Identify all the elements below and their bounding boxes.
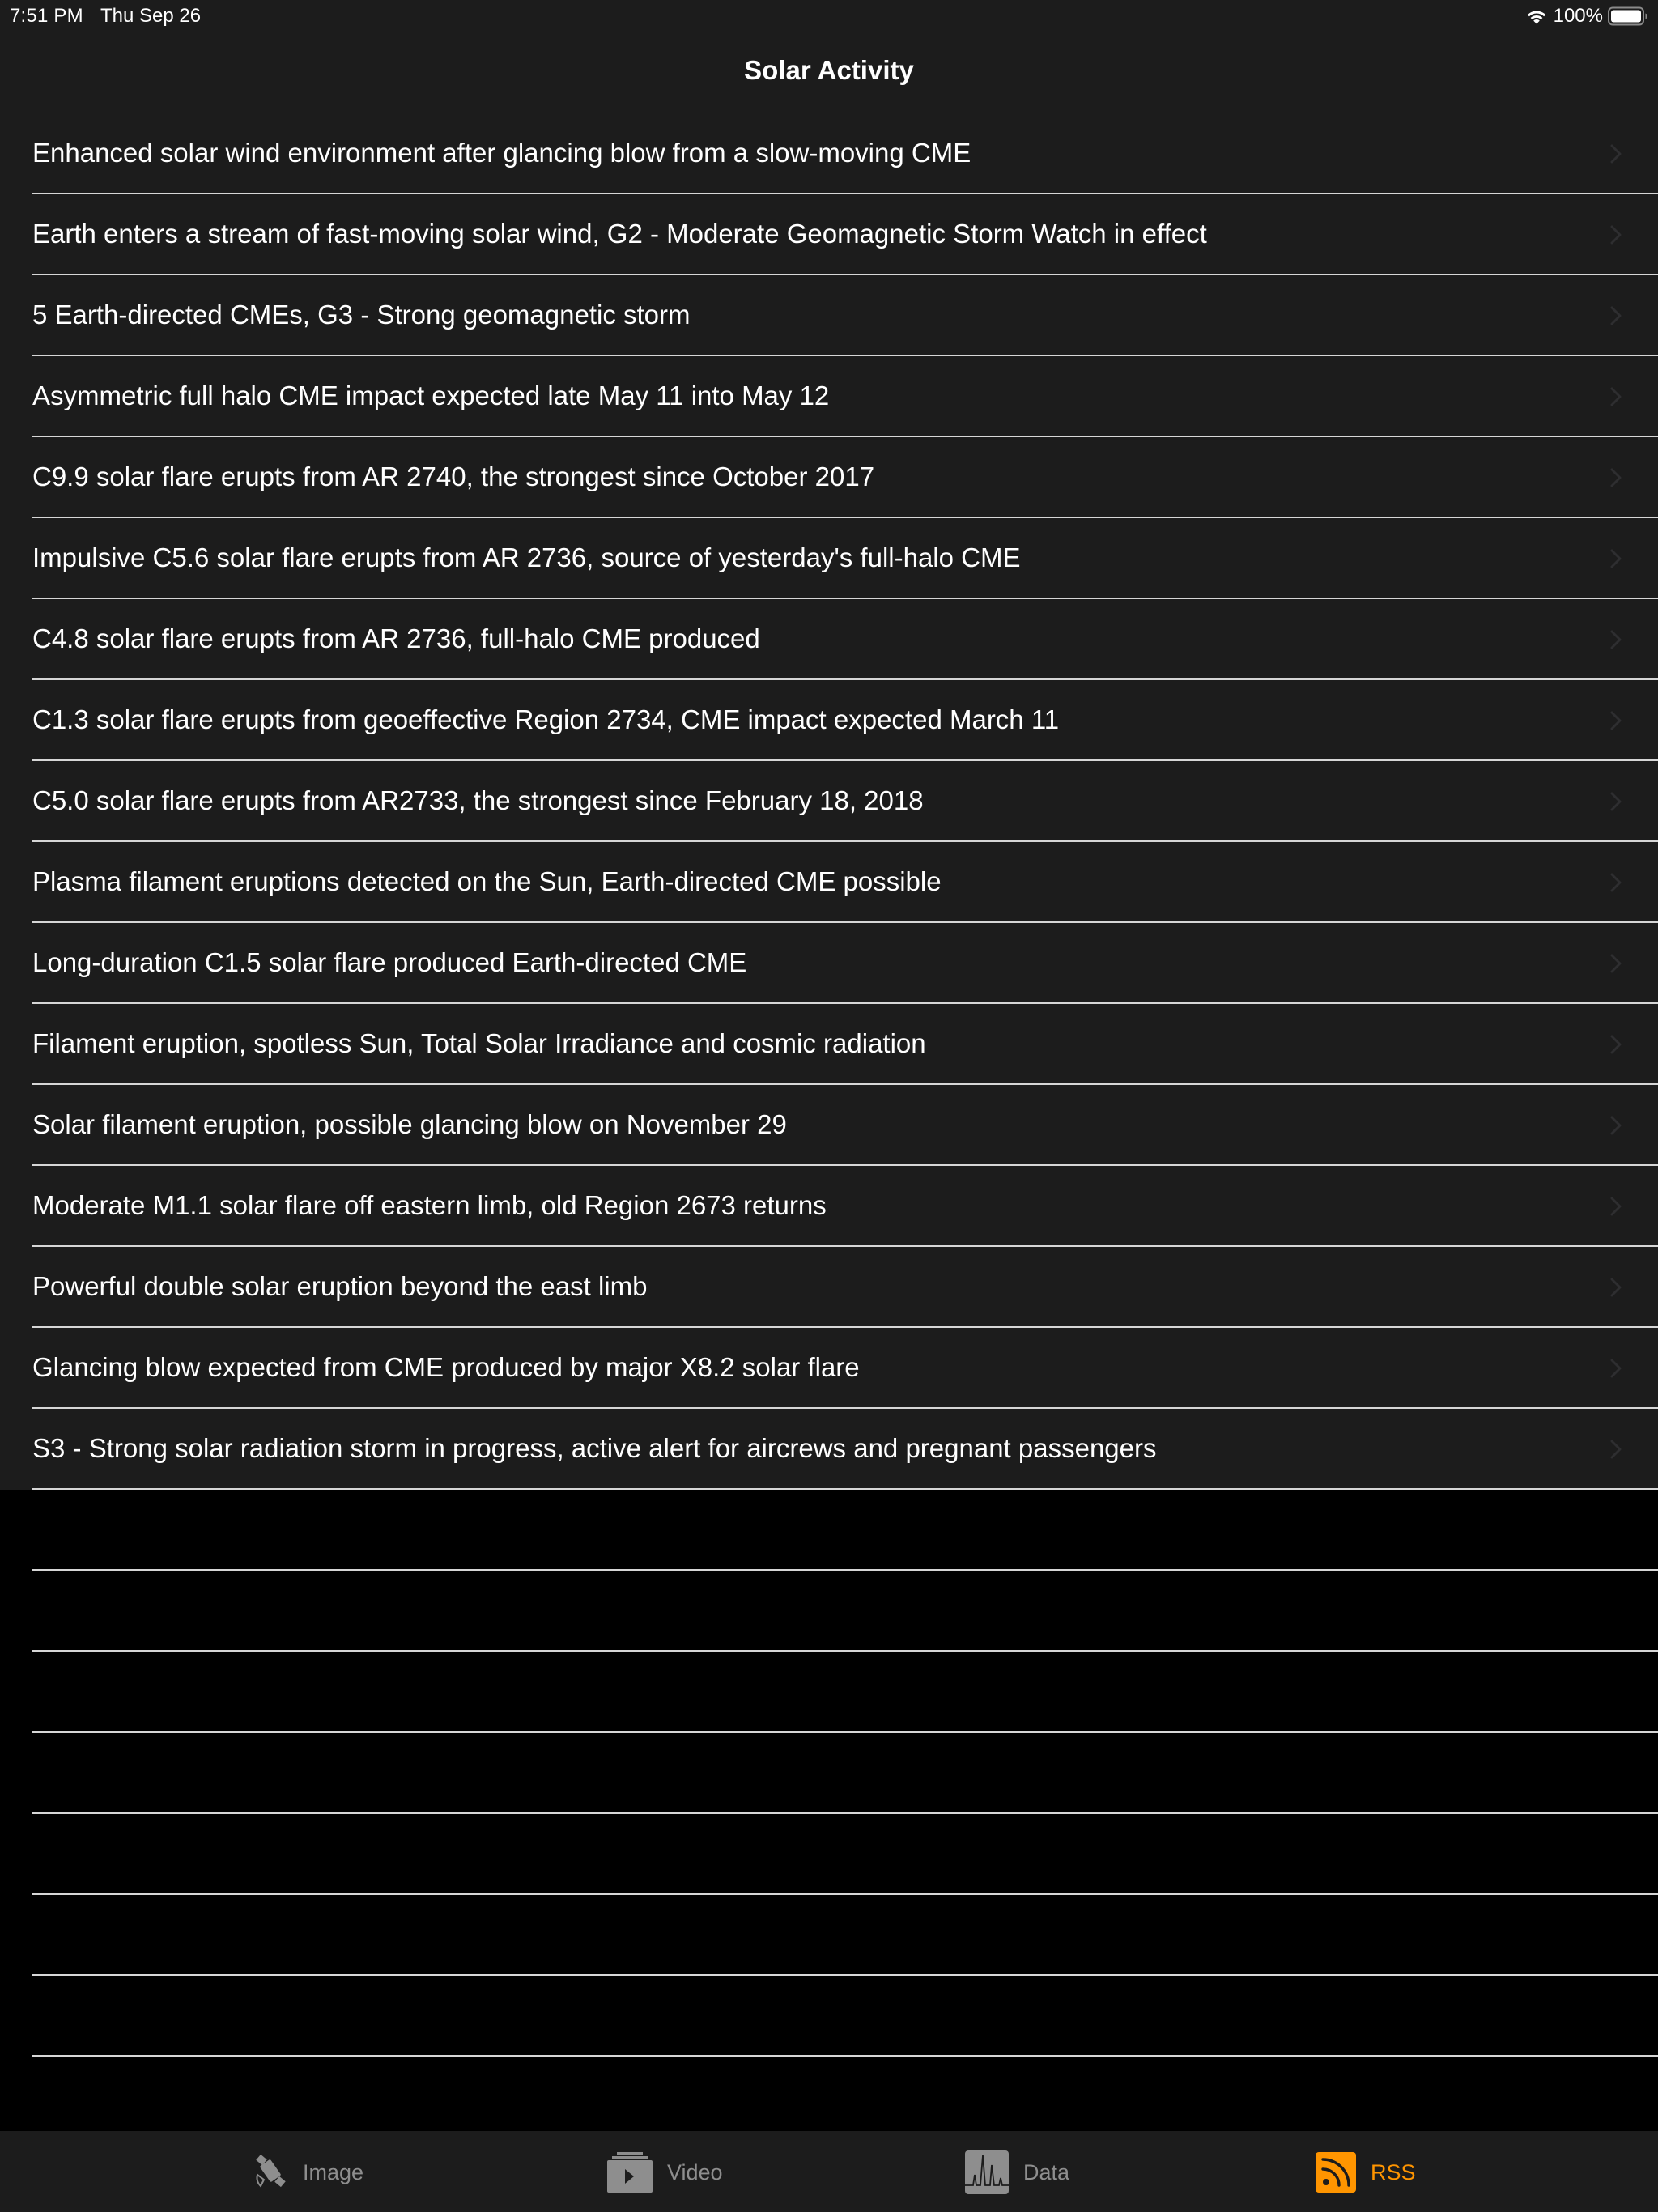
list-item-title: Enhanced solar wind environment after glancing blow from a slow-moving CME: [32, 138, 971, 168]
tab-data-label: Data: [1023, 2159, 1070, 2184]
list-item-title: Plasma filament eruptions detected on the Sun, Earth-directed CME possible: [32, 866, 942, 896]
tab-video-label: Video: [667, 2159, 723, 2184]
empty-list-row: [0, 1490, 1658, 1571]
list-item[interactable]: [0, 599, 1658, 680]
page-title: Solar Activity: [744, 55, 914, 85]
empty-list-row: [0, 1652, 1658, 1733]
list-item-title: S3 - Strong solar radiation storm in progress, active alert for aircrews and pregnant passengers: [32, 1433, 1157, 1463]
list-item[interactable]: [0, 518, 1658, 599]
navigation-bar: [0, 32, 1658, 113]
tab-rss-label: RSS: [1371, 2159, 1416, 2184]
chevron-right-icon: [1610, 225, 1622, 245]
chevron-right-icon: [1610, 1197, 1622, 1216]
list-item[interactable]: [0, 923, 1658, 1004]
chevron-right-icon: [1610, 468, 1622, 487]
tab-video[interactable]: [607, 2150, 723, 2194]
chevron-right-icon: [1610, 387, 1622, 406]
list-item-title: Glancing blow expected from CME produced by major X8.2 solar flare: [32, 1352, 860, 1382]
list-item-title: Asymmetric full halo CME impact expected late May 11 into May 12: [32, 381, 830, 410]
list-item[interactable]: [0, 1328, 1658, 1409]
tab-bar: [0, 2131, 1658, 2212]
rss-feed-icon: [1316, 2152, 1356, 2193]
list-item-title: C1.3 solar flare erupts from geoeffective Region 2734, CME impact expected March 11: [32, 704, 1060, 734]
tab-data[interactable]: [965, 2150, 1069, 2194]
chevron-right-icon: [1610, 954, 1622, 973]
chevron-right-icon: [1610, 1278, 1622, 1297]
list-item[interactable]: [0, 275, 1658, 356]
chevron-right-icon: [1610, 873, 1622, 892]
chevron-right-icon: [1610, 549, 1622, 568]
status-time: 7:51 PM: [10, 5, 83, 27]
list-item[interactable]: [0, 356, 1658, 437]
list-item-title: C9.9 solar flare erupts from AR 2740, the strongest since October 2017: [32, 462, 875, 491]
empty-list-row: [0, 1733, 1658, 1814]
tab-rss[interactable]: [1316, 2150, 1416, 2194]
list-item-title: Solar filament eruption, possible glancing blow on November 29: [32, 1109, 787, 1139]
list-item-title: 5 Earth-directed CMEs, G3 - Strong geomagnetic storm: [32, 300, 691, 330]
list-item[interactable]: [0, 194, 1658, 275]
empty-list-row: [0, 1571, 1658, 1652]
list-item[interactable]: [0, 113, 1658, 194]
chevron-right-icon: [1610, 630, 1622, 649]
list-item-title: Moderate M1.1 solar flare off eastern limb, old Region 2673 returns: [32, 1190, 827, 1220]
chevron-right-icon: [1610, 1440, 1622, 1459]
chevron-right-icon: [1610, 306, 1622, 325]
status-indicators: [1524, 5, 1648, 28]
wifi-icon: [1524, 7, 1549, 25]
list-item-title: C5.0 solar flare erupts from AR2733, the strongest since February 18, 2018: [32, 785, 924, 815]
list-item[interactable]: [0, 761, 1658, 842]
chevron-right-icon: [1610, 792, 1622, 811]
list-item-title: Filament eruption, spotless Sun, Total Solar Irradiance and cosmic radiation: [32, 1028, 926, 1058]
list-item[interactable]: [0, 1247, 1658, 1328]
list-item-title: C4.8 solar flare erupts from AR 2736, full-halo CME produced: [32, 623, 760, 653]
list-item[interactable]: [0, 1166, 1658, 1247]
empty-list-row: [0, 1814, 1658, 1895]
spectrum-chart-icon: [965, 2150, 1009, 2194]
chevron-right-icon: [1610, 1116, 1622, 1135]
list-item[interactable]: [0, 1409, 1658, 1490]
chevron-right-icon: [1610, 1359, 1622, 1378]
status-bar: [0, 0, 1658, 32]
list-item[interactable]: [0, 1004, 1658, 1085]
empty-list-row: [0, 1976, 1658, 2057]
satellite-icon: [253, 2154, 288, 2191]
video-play-icon: [607, 2152, 653, 2193]
tab-image[interactable]: [253, 2150, 363, 2194]
list-item[interactable]: [0, 437, 1658, 518]
chevron-right-icon: [1610, 144, 1622, 164]
list-item-title: Earth enters a stream of fast-moving solar wind, G2 - Moderate Geomagnetic Storm Watch in effect: [32, 219, 1207, 249]
list-item-title: Impulsive C5.6 solar flare erupts from AR 2736, source of yesterday's full-halo CME: [32, 542, 1021, 572]
list-item-title: Powerful double solar eruption beyond the east limb: [32, 1271, 648, 1301]
tab-image-label: Image: [303, 2159, 364, 2184]
list-item[interactable]: [0, 680, 1658, 761]
chevron-right-icon: [1610, 1035, 1622, 1054]
list-item-title: Long-duration C1.5 solar flare produced Earth-directed CME: [32, 947, 747, 977]
battery-percent: 100%: [1553, 5, 1603, 27]
battery-full-icon: [1608, 6, 1648, 26]
rss-feed-list[interactable]: [0, 113, 1658, 2057]
chevron-right-icon: [1610, 711, 1622, 730]
list-item[interactable]: [0, 1085, 1658, 1166]
list-item[interactable]: [0, 842, 1658, 923]
empty-list-row: [0, 1895, 1658, 1976]
status-date: Thu Sep 26: [100, 5, 202, 27]
